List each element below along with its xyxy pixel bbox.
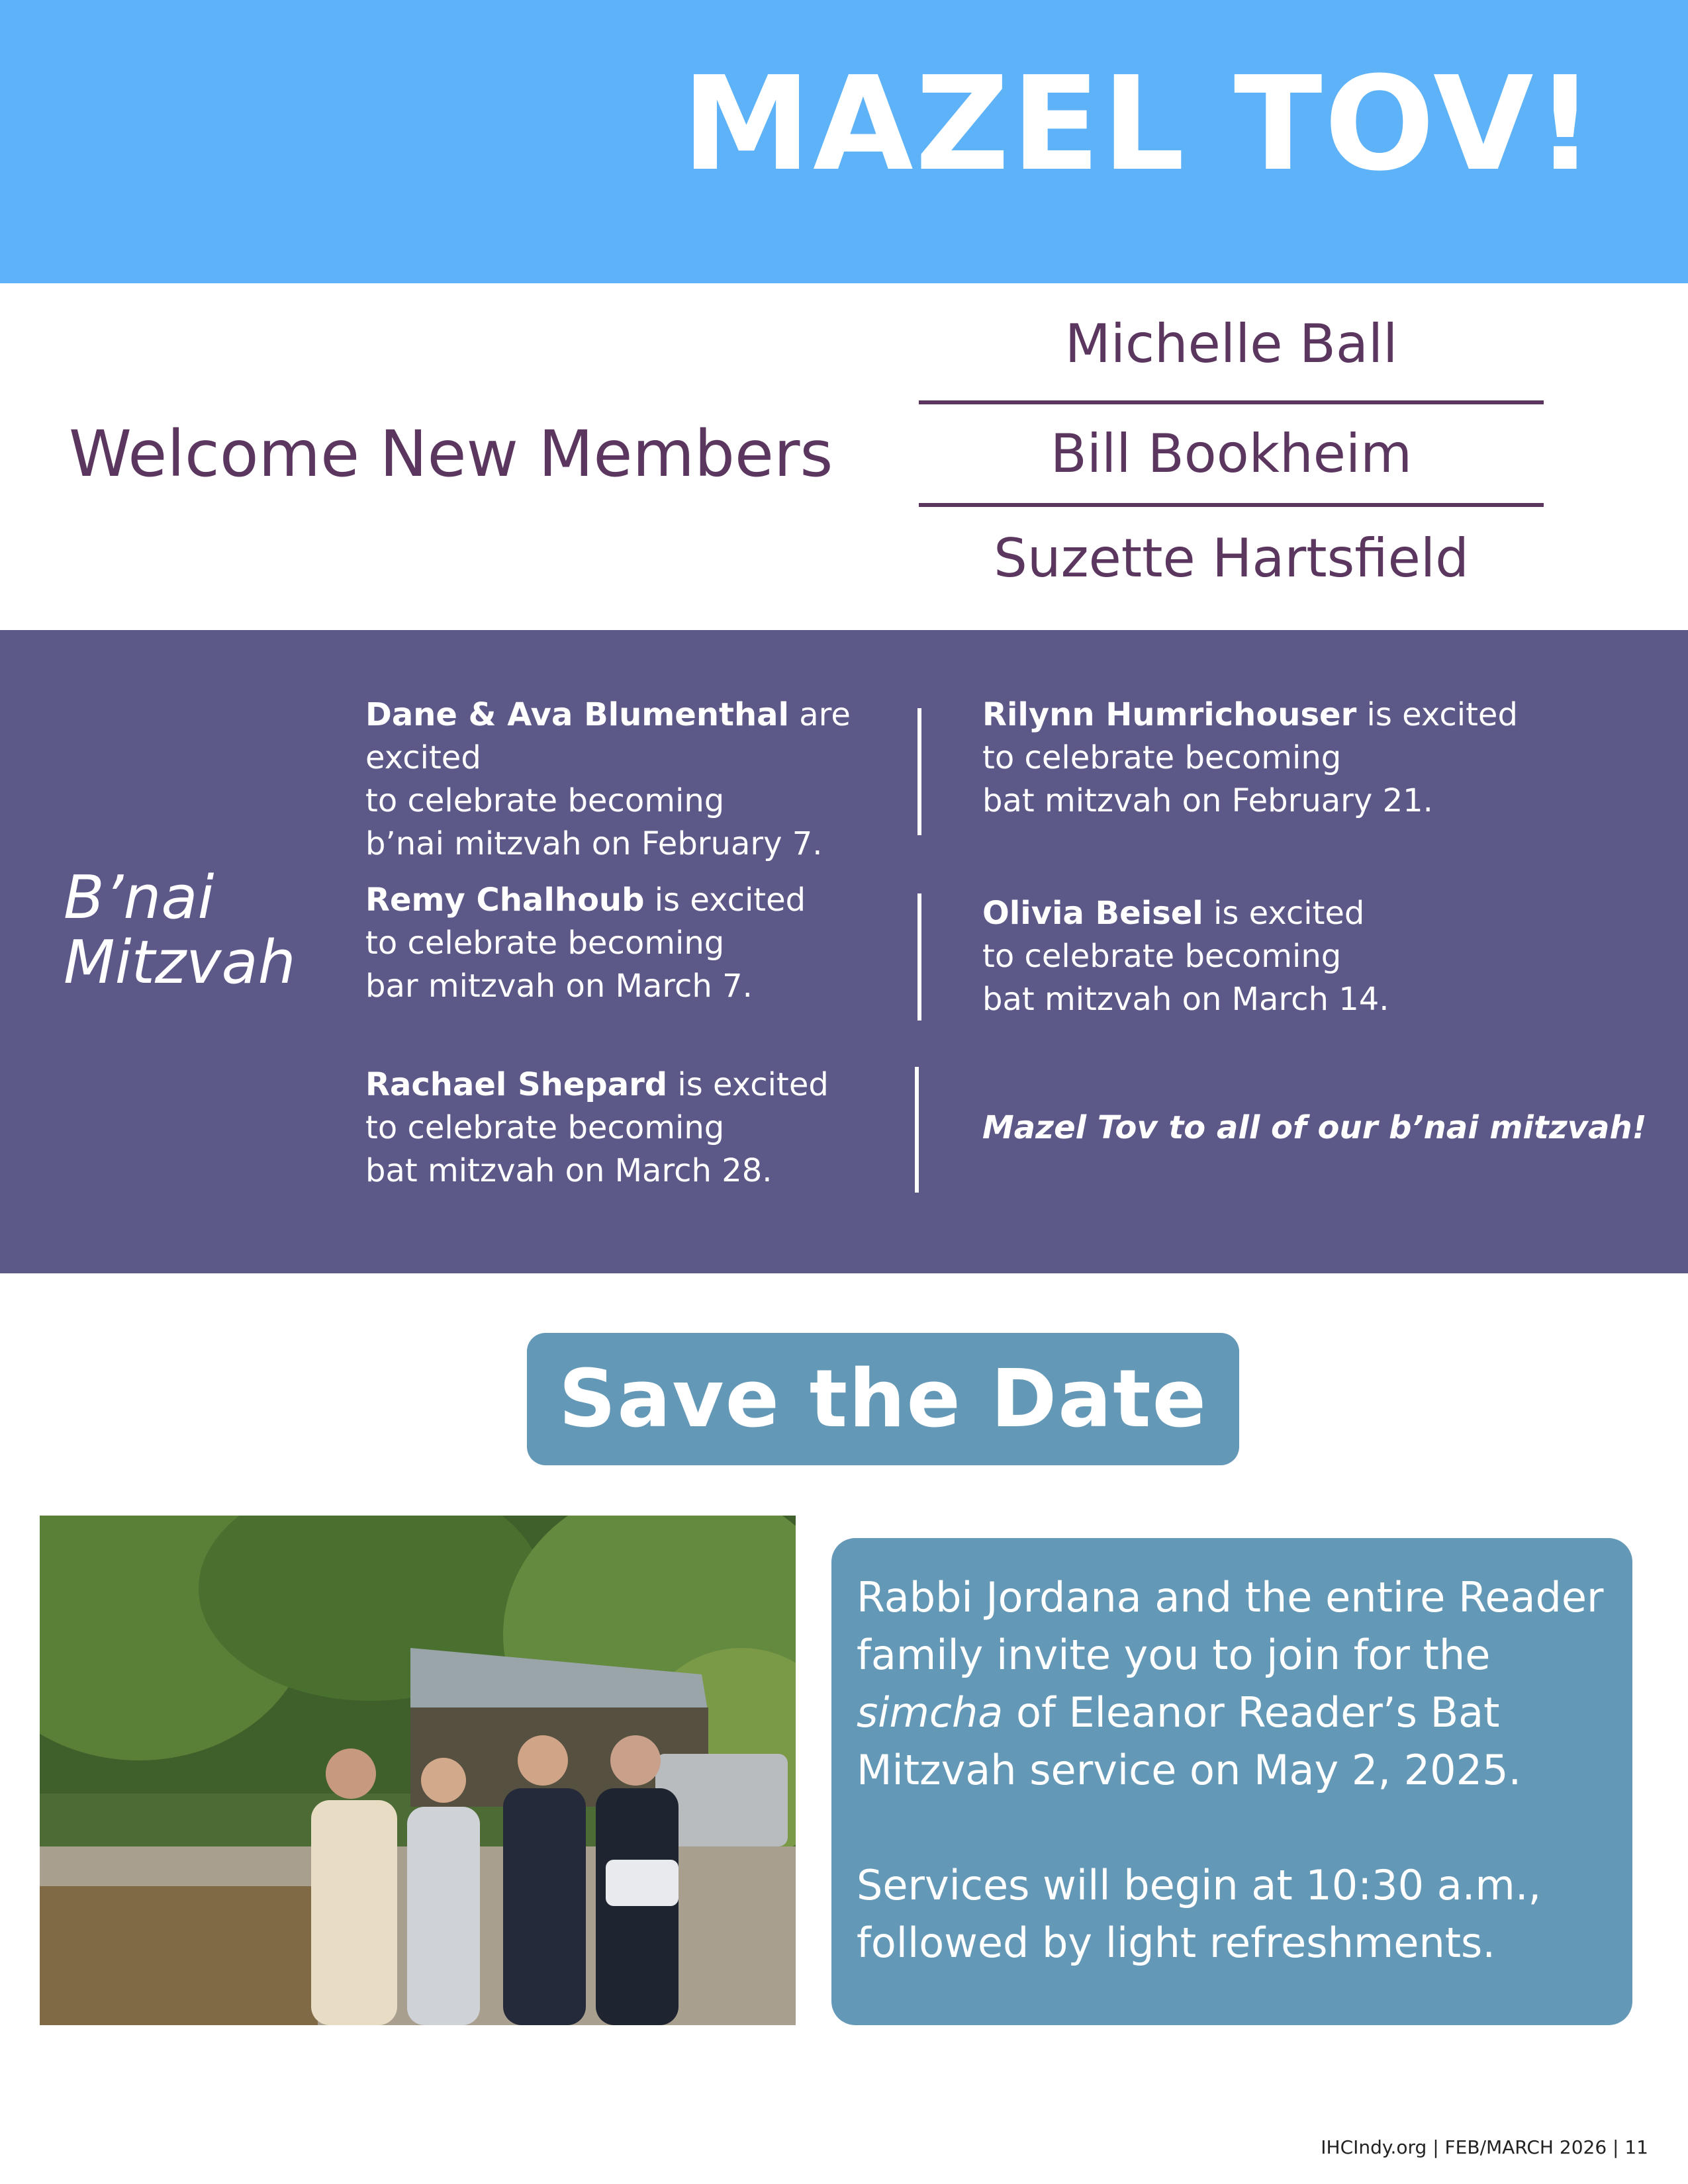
bnai-mitzvah-heading — [64, 863, 296, 997]
entry-text: to celebrate becoming — [365, 925, 725, 962]
entry-text: bat mitzvah on March 14. — [982, 981, 1389, 1018]
entry-text: to celebrate becoming — [982, 938, 1342, 975]
member-name: Michelle Ball — [1064, 313, 1398, 375]
column-divider — [917, 893, 921, 1021]
entry-text: is excited — [644, 882, 806, 919]
invitation-italic-word: simcha — [857, 1688, 1004, 1737]
entry-text: is excited — [1203, 895, 1365, 932]
save-the-date-label: Save the Date — [558, 1353, 1208, 1445]
bnai-entry — [982, 892, 1525, 1021]
member-name: Suzette Hartsfield — [994, 527, 1469, 589]
invitation-text-part: of Eleanor Reader’s Bat Mitzvah service on May 2, 2025. — [857, 1688, 1522, 1794]
save-the-date-banner — [527, 1333, 1239, 1465]
entry-text: bat mitzvah on February 21. — [982, 782, 1433, 819]
spacer — [857, 1799, 1618, 1856]
member-name: Bill Bookheim — [1050, 423, 1413, 484]
entry-name: Remy Chalhoub — [365, 882, 645, 919]
entry-text: b’nai mitzvah on February 7. — [365, 825, 823, 862]
invitation-text — [857, 1569, 1618, 1972]
entry-text: to celebrate becoming — [365, 782, 725, 819]
invitation-text-part: Rabbi Jordana and the entire Reader family invite you to join for the — [857, 1573, 1604, 1679]
family-photo-image — [40, 1516, 796, 2025]
column-divider — [915, 1067, 919, 1193]
invitation-paragraph — [857, 1569, 1618, 1799]
family-photo — [40, 1516, 796, 2025]
bnai-entry — [365, 694, 908, 866]
entry-text: is excited — [1356, 696, 1518, 733]
page-footer: IHCIndy.org | FEB/MARCH 2026 | 11 — [1321, 2136, 1648, 2158]
column-divider — [917, 708, 921, 835]
entry-text: bat mitzvah on March 28. — [365, 1152, 773, 1189]
bnai-entry — [982, 694, 1525, 823]
bnai-heading-line1: B’nai — [64, 863, 214, 933]
bnai-entry — [365, 879, 908, 1008]
entry-name: Rachael Shepard — [365, 1066, 668, 1103]
divider — [919, 503, 1544, 507]
entry-text: is excited — [667, 1066, 829, 1103]
entry-name: Olivia Beisel — [982, 895, 1203, 932]
entry-text: are excited — [365, 696, 851, 776]
page-title: MAZEL TOV! — [682, 49, 1597, 200]
entry-text: to celebrate becoming — [365, 1109, 725, 1146]
entry-text: to celebrate becoming — [982, 739, 1342, 776]
entry-text: bar mitzvah on March 7. — [365, 968, 753, 1005]
bnai-heading-line2: Mitzvah — [64, 928, 296, 997]
bnai-entry — [365, 1064, 908, 1193]
welcome-heading: Welcome New Members — [69, 417, 833, 491]
closing-message: Mazel Tov to all of our b’nai mitzvah! — [982, 1109, 1647, 1146]
invitation-paragraph: Services will begin at 10:30 a.m., followed by light refreshments. — [857, 1861, 1542, 1967]
entry-name: Rilynn Humrichouser — [982, 696, 1357, 733]
divider — [919, 400, 1544, 404]
entry-name: Dane & Ava Blumenthal — [365, 696, 789, 733]
